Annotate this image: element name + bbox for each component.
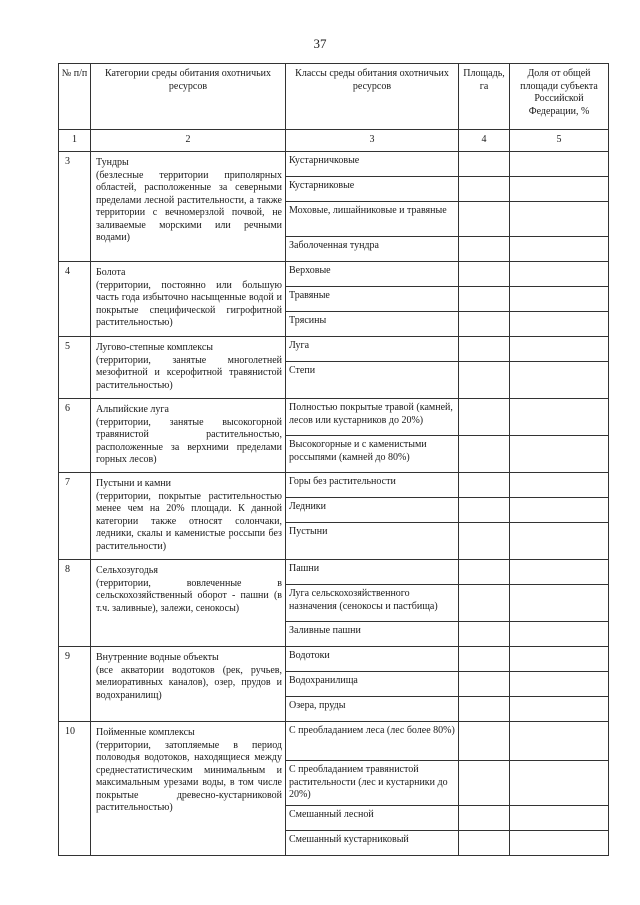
habitat-class: Травяные <box>286 287 458 312</box>
area-cell-entry <box>459 237 509 262</box>
share-cell <box>510 473 609 560</box>
row-number: 5 <box>59 337 91 399</box>
category-description: (территории, вовлеченные в сельскохозяйственный оборот - пашни (в т.ч. заливные), залежи, сенокосы) <box>96 577 282 614</box>
category-description: (безлесные территории приполярных областей, расположенные за северными пределами лесной растительности, а также территории с вечномерзлой почвой, не заливаемые морскими или речными водами) <box>96 169 282 243</box>
category-title: Болота <box>96 267 126 278</box>
area-cell <box>459 152 510 262</box>
share-cell <box>510 722 609 856</box>
area-cell-entry <box>459 761 509 806</box>
category-title: Пустыни и камни <box>96 478 171 489</box>
class-cell <box>286 262 459 337</box>
page-number: 37 <box>313 36 327 51</box>
class-cell <box>286 337 459 399</box>
habitat-class: Водохранилища <box>286 672 458 697</box>
share-cell-entry <box>510 722 608 761</box>
habitat-class: Кустарниковые <box>286 177 458 202</box>
row-number: 3 <box>59 152 91 262</box>
category-description: (все акватории водотоков (рек, ручьев, мелиоративных каналов), озер, прудов и водохранилищ) <box>96 664 282 701</box>
category-description: (территории, покрытые растительностью менее чем на 20% площади. К данной категории также относят солончаки, ледники, скалы и каменистые россыпи без растительности) <box>96 490 282 552</box>
share-cell-entry <box>510 202 608 237</box>
share-cell-entry <box>510 337 608 362</box>
table-row <box>59 337 609 399</box>
column-number: 4 <box>459 130 510 152</box>
habitat-class: Смешанный кустарниковый <box>289 834 409 845</box>
area-cell <box>459 473 510 560</box>
habitat-class: Луга <box>286 337 458 362</box>
habitat-class: Моховые, лишайниковые и травяные <box>286 202 458 237</box>
category-cell <box>91 560 286 647</box>
share-cell-entry <box>510 806 608 831</box>
category-cell <box>91 152 286 262</box>
share-cell-entry <box>510 761 608 806</box>
habitat-class: Степи <box>289 365 316 376</box>
share-cell-entry <box>510 399 608 436</box>
area-cell-entry <box>459 287 509 312</box>
class-cell <box>286 473 459 560</box>
area-cell <box>459 560 510 647</box>
area-cell-entry <box>459 202 509 237</box>
row-number: 9 <box>59 647 91 722</box>
table-row <box>59 152 609 262</box>
category-cell <box>91 473 286 560</box>
row-number: 4 <box>59 262 91 337</box>
share-cell-entry <box>510 237 608 262</box>
category-title: Внутренние водные объекты <box>96 652 219 663</box>
habitat-class: Луга сельскохозяйственного назначения (сенокосы и пастбища) <box>286 585 458 622</box>
area-cell-entry <box>459 312 509 337</box>
share-cell-entry <box>510 831 608 856</box>
header-category: Категории среды обитания охотничьих ресурсов <box>91 64 286 130</box>
column-number-row <box>59 130 609 152</box>
category-cell <box>91 399 286 473</box>
table-row <box>59 262 609 337</box>
category-description: (территории, затопляемые в период половодья водотоков, находящиеся между среднестатистическим минимальным и максимальным урезами воды, в том числе покрытые древесно-кустарниковой растительностью) <box>96 739 282 813</box>
area-cell-entry <box>459 647 509 672</box>
habitat-class: Верховые <box>286 262 458 287</box>
area-cell-entry <box>459 622 509 647</box>
habitat-class: Пустыни <box>289 526 328 537</box>
header-area: Площадь, га <box>459 64 510 130</box>
column-number: 3 <box>286 130 459 152</box>
share-cell-entry <box>510 523 608 560</box>
row-number: 7 <box>59 473 91 560</box>
category-title: Сельхозугодья <box>96 565 158 576</box>
area-cell <box>459 647 510 722</box>
share-cell-entry <box>510 498 608 523</box>
habitat-class: Пашни <box>286 560 458 585</box>
area-cell-entry <box>459 560 509 585</box>
area-cell-entry <box>459 473 509 498</box>
area-cell-entry <box>459 672 509 697</box>
share-cell-entry <box>510 312 608 337</box>
share-cell-entry <box>510 672 608 697</box>
table-row <box>59 647 609 722</box>
habitat-class: Заболоченная тундра <box>289 240 379 251</box>
share-cell <box>510 152 609 262</box>
habitat-class: Высокогорные и с каменистыми россыпями (камней до 80%) <box>289 439 427 463</box>
area-cell-entry <box>459 262 509 287</box>
class-cell <box>286 399 459 473</box>
column-number: 5 <box>510 130 609 152</box>
header-share: Доля от общей площади субъекта Российской Федерации, % <box>510 64 609 130</box>
share-cell-entry <box>510 436 608 473</box>
area-cell <box>459 262 510 337</box>
area-cell <box>459 722 510 856</box>
column-number: 1 <box>59 130 91 152</box>
area-cell-entry <box>459 697 509 722</box>
share-cell-entry <box>510 177 608 202</box>
habitat-class: Водотоки <box>286 647 458 672</box>
area-cell-entry <box>459 498 509 523</box>
class-cell <box>286 560 459 647</box>
area-cell-entry <box>459 585 509 622</box>
category-title: Альпийские луга <box>96 404 169 415</box>
category-description: (территории, постоянно или большую часть года избыточно насыщенные водой и покрытые специфической гигрофитной растительностью) <box>96 279 282 328</box>
table-row <box>59 560 609 647</box>
habitat-class: Горы без растительности <box>286 473 458 498</box>
habitat-class: Заливные пашни <box>289 625 361 636</box>
class-cell <box>286 722 459 856</box>
category-title: Пойменные комплексы <box>96 727 195 738</box>
share-cell <box>510 262 609 337</box>
area-cell-entry <box>459 399 509 436</box>
row-number: 6 <box>59 399 91 473</box>
header-class: Классы среды обитания охотничьих ресурсов <box>286 64 459 130</box>
table-row <box>59 722 609 856</box>
header-num: № п/п <box>59 64 91 130</box>
category-cell <box>91 337 286 399</box>
habitat-class: С преобладанием леса (лес более 80%) <box>286 722 458 761</box>
category-description: (территории, занятые многолетней мезофитной и ксерофитной травянистой растительностью) <box>96 354 282 391</box>
area-cell-entry <box>459 362 509 399</box>
share-cell-entry <box>510 560 608 585</box>
habitat-class: С преобладанием травянистой растительности (лес и кустарники до 20%) <box>286 761 458 806</box>
share-cell-entry <box>510 647 608 672</box>
area-cell <box>459 399 510 473</box>
share-cell-entry <box>510 622 608 647</box>
share-cell-entry <box>510 152 608 177</box>
habitat-class: Озера, пруды <box>289 700 346 711</box>
habitat-table <box>58 63 609 856</box>
area-cell-entry <box>459 152 509 177</box>
area-cell-entry <box>459 436 509 473</box>
area-cell-entry <box>459 831 509 856</box>
share-cell <box>510 560 609 647</box>
habitat-class: Полностью покрытые травой (камней, лесов или кустарников до 20%) <box>286 399 458 436</box>
area-cell-entry <box>459 337 509 362</box>
class-cell <box>286 152 459 262</box>
table-header-row <box>59 64 609 130</box>
habitat-class: Кустарничковые <box>286 152 458 177</box>
row-number: 8 <box>59 560 91 647</box>
habitat-class: Трясины <box>289 315 327 326</box>
row-number: 10 <box>59 722 91 856</box>
category-title: Тундры <box>96 157 129 168</box>
share-cell <box>510 337 609 399</box>
area-cell-entry <box>459 722 509 761</box>
category-cell <box>91 647 286 722</box>
habitat-class: Ледники <box>286 498 458 523</box>
share-cell-entry <box>510 585 608 622</box>
category-description: (территории, занятые высокогорной травянистой растительностью, расположенные за верхними пределами горных лесов) <box>96 416 282 465</box>
share-cell <box>510 399 609 473</box>
share-cell-entry <box>510 473 608 498</box>
area-cell <box>459 337 510 399</box>
share-cell-entry <box>510 362 608 399</box>
table-row <box>59 473 609 560</box>
column-number: 2 <box>91 130 286 152</box>
category-title: Лугово-степные комплексы <box>96 342 214 353</box>
category-cell <box>91 262 286 337</box>
share-cell-entry <box>510 262 608 287</box>
share-cell <box>510 647 609 722</box>
area-cell-entry <box>459 177 509 202</box>
class-cell <box>286 647 459 722</box>
area-cell-entry <box>459 523 509 560</box>
category-cell <box>91 722 286 856</box>
share-cell-entry <box>510 697 608 722</box>
habitat-class: Смешанный лесной <box>286 806 458 831</box>
table-row <box>59 399 609 473</box>
share-cell-entry <box>510 287 608 312</box>
area-cell-entry <box>459 806 509 831</box>
